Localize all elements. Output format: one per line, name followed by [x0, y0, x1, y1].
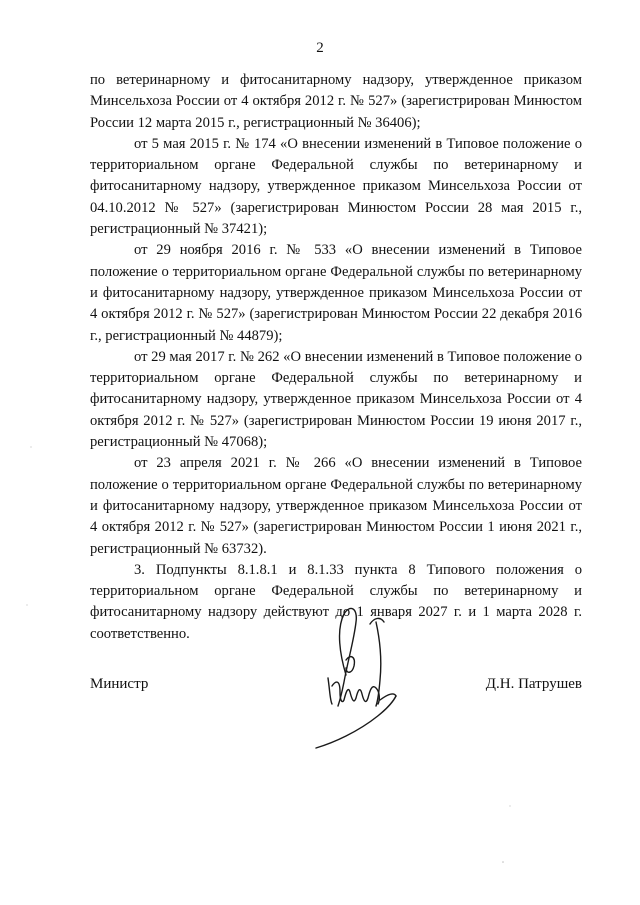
- speck: [502, 861, 504, 863]
- speck: [30, 446, 31, 447]
- signature-block: [90, 676, 582, 706]
- speck: [26, 604, 27, 605]
- document-body: [90, 70, 582, 645]
- speck: [509, 805, 510, 806]
- paragraph-order-266: от 23 апреля 2021 г. № 266 «О внесении изменений в Типовое положение о территориальном органе Федеральной службы по ветеринарному и фитосанитарному надзору, утвержденное приказом Минсельхоза России от 4 октября 2012 г. № 527» (зарегистрирован Минюстом России 1 июня 2021 г., регистрационный № 63732).: [90, 455, 582, 557]
- page-number: 2: [316, 40, 324, 56]
- signature-stroke-hook: [370, 618, 384, 624]
- paragraph-order-174: от 5 мая 2015 г. № 174 «О внесении изменений в Типовое положение о территориальном органе Федеральной службы по ветеринарному и фитосанитарному надзору, утвержденное приказом Минсельхоза России от 04.10.2012 № 527» (зарегистрирован Минюстом России 28 мая 2015 г., регистрационный № 37421);: [90, 135, 582, 238]
- handwritten-signature: [300, 600, 430, 750]
- paragraph-clause-3: 3. Подпункты 8.1.8.1 и 8.1.33 пункта 8 Типового положения о территориальном органе Федеральной службы по ветеринарному и фитосанитарному надзору действуют до 1 января 2027 г. и 1 марта 2028 г. соответственно.: [90, 561, 582, 642]
- signer-title: Министр: [90, 676, 149, 692]
- paragraph-order-533: от 29 ноября 2016 г. № 533 «О внесении изменений в Типовое положение о территориальном органе Федеральной службы по ветеринарному и фитосанитарному надзору, утвержденное приказом Минсельхоза России от 4 октября 2012 г. № 527» (зарегистрирован Минюстом России 22 декабря 2016 г., регистрационный № 44879);: [90, 242, 582, 344]
- paragraph-order-262: от 29 мая 2017 г. № 262 «О внесении изменений в Типовое положение о территориальном органе Федеральной службы по ветеринарному и фитосанитарному надзору, утвержденное приказом Минсельхоза России от 4 октября 2012 г. № 527» (зарегистрирован Минюстом России 19 июня 2017 г., регистрационный № 47068);: [90, 348, 582, 451]
- signer-name: Д.Н. Патрушев: [485, 676, 582, 692]
- paragraph-continuation: по ветеринарному и фитосанитарному надзору, утвержденное приказом Минсельхоза России от 4 октября 2012 г. № 527» (зарегистрирован Минюстом России 12 марта 2015 г., регистрационный № 36406);: [90, 72, 582, 131]
